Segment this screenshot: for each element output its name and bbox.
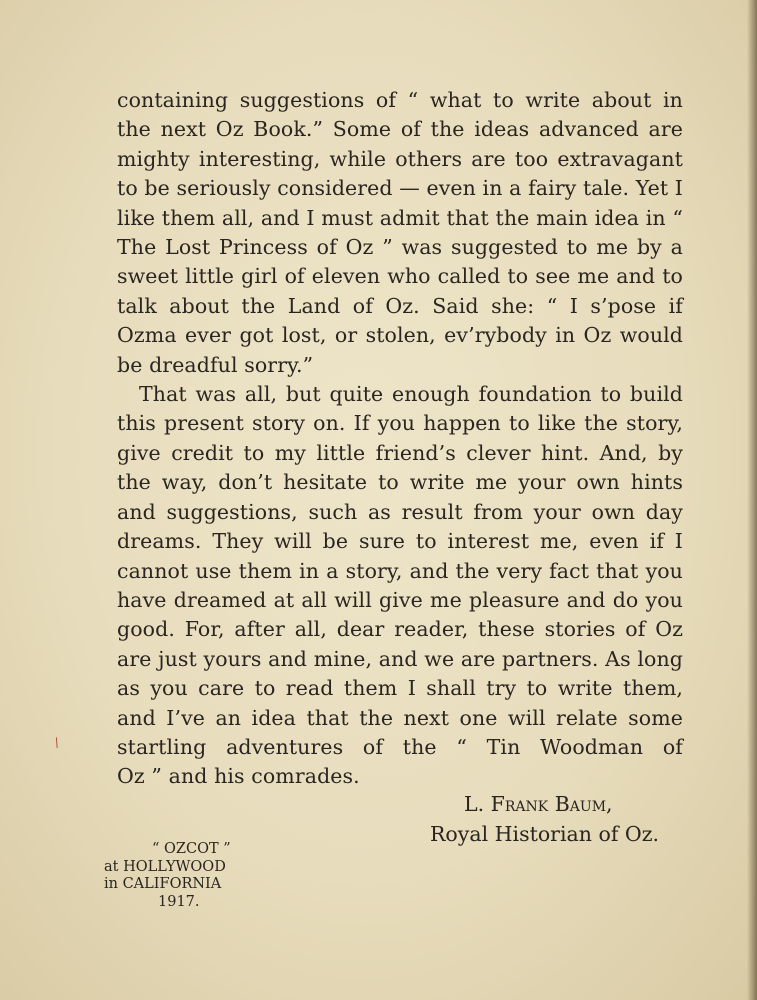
letter-body (117, 86, 683, 792)
text-line: to talk about the Land of Oz. Said she: “ I s’pose (117, 264, 683, 318)
text-line: of Oz are just yours and mine, and we are partners. (117, 617, 684, 671)
paragraph-2 (117, 380, 683, 762)
text-line: mighty interesting, while others are too extravagant (117, 146, 683, 171)
text-line: cannot use them in a story, and the very fact that (117, 558, 639, 583)
text-line: and suggestions, such as result from your own day (117, 499, 683, 524)
text-line: That was all, but quite enough foundation to build (139, 382, 683, 407)
text-line: in “ The Lost Princess of Oz ” was suggested to me by (117, 205, 684, 260)
place-date-block (104, 841, 264, 911)
text-line: you have dreamed at all will give me pleasure and (117, 558, 683, 612)
text-line: Oz ” and his comrades. (117, 764, 360, 789)
text-line: this present story on. If you happen to like the story, (117, 411, 683, 436)
text-line: the next Oz Book.” Some of the ideas advanced are (117, 117, 683, 142)
margin-mark-icon: ⁄ (52, 736, 62, 750)
text-line: them, and I’ve an idea that the next one will relate (117, 676, 683, 730)
text-line: some startling adventures of the “ Tin Woodman of (117, 705, 683, 759)
text-line: I like them all, and I must admit that the main idea (117, 176, 683, 230)
signature-block (400, 789, 685, 849)
text-line: give credit to my little friend’s clever hint. And, by (117, 440, 683, 465)
text-line: dreams. They will be sure to interest me, even if I (117, 529, 683, 554)
place-city: at HOLLYWOOD (104, 858, 226, 875)
author-name: L. Frank Baum, (464, 792, 613, 816)
text-line: to be seriously considered — even in a fairy tale. Yet (117, 176, 669, 201)
paragraph-2-last-line (117, 762, 683, 791)
text-line: the way, don’t hesitate to write me your own hints (117, 470, 683, 495)
place-state: in CALIFORNIA (104, 876, 222, 892)
text-line: containing suggestions of “ what to write about in (117, 88, 683, 112)
author-title: Royal Historian of Oz. (430, 822, 660, 846)
place-name: “ OZCOT ” (152, 841, 231, 857)
paragraph-1-last-line (117, 351, 683, 380)
place-year: 1917. (158, 893, 200, 910)
text-line: be dreadful sorry.” (117, 352, 314, 377)
text-line: do you good. For, after all, dear reader, these stories (117, 587, 683, 642)
text-line: As long as you care to read them I shall try to write (117, 646, 684, 701)
paragraph-1 (117, 86, 683, 351)
text-line: a sweet little girl of eleven who called to see me and (117, 235, 683, 289)
text-line: if Ozma ever got lost, or stolen, ev’rybody in Oz would (117, 293, 683, 348)
